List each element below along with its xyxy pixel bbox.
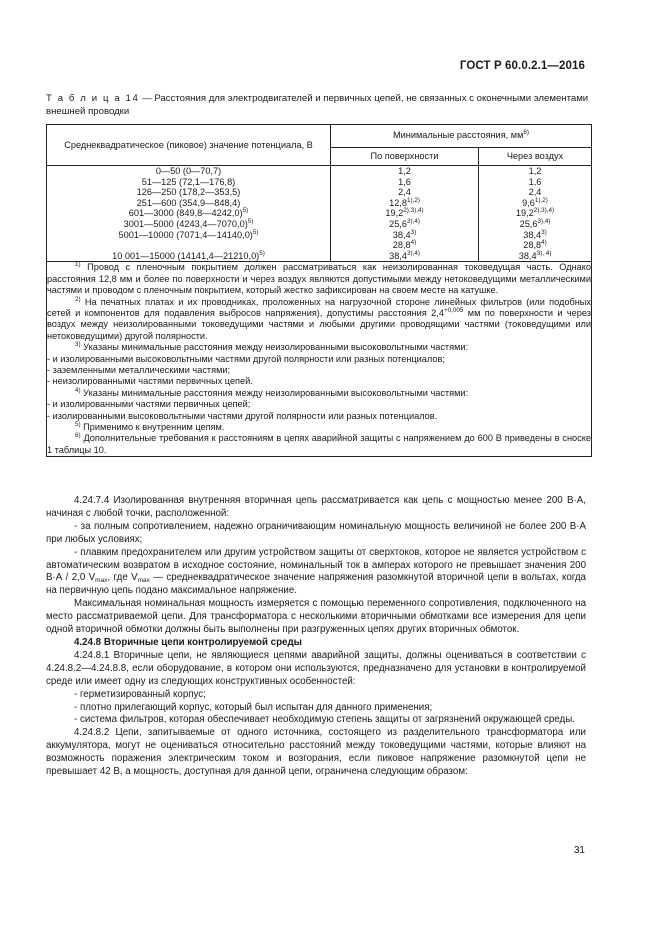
text-fragment: - плавким предохранителем или другим устройством защиты от сверхтоков, которое не является устройством с автоматическим возвратом в исходное состояние, номинальный ток в амперах которого не превышает значения 200 В·А / 2,0 V: [46, 546, 586, 584]
table-cell: [331, 177, 478, 188]
text-fragment: На печатных платах и их проводниках, проложенных на нагрузочной стороне линейных фильтров (или подобных сетей и компонентов для подавления выбросов напряжения), допустимы расстояния 2,4: [47, 296, 591, 318]
paragraph: 4.24.8.1 Вторичные цепи, не являющиеся цепями аварийной защиты, должны оцениваться в соответствии с 4.24.8.2—4.24.8.8, если оборудование, в котором они используются, предназначено для установки в контролируемой среде или имеет одну из следующих конструктивных особенностей:: [46, 649, 586, 687]
table-cell: [331, 240, 478, 251]
text-fragment: 2,4: [398, 187, 411, 198]
table-cell: [331, 230, 478, 241]
footnote-item: - и изолированными высоковольтными частями другой полярности или разных потенциалов;: [47, 353, 445, 364]
footnote-ref: 4): [541, 239, 547, 247]
table-cell: [479, 240, 591, 251]
table-cell: [331, 208, 478, 219]
table-cell: [331, 251, 478, 262]
paragraph: 4.24.7.4 Изолированная внутренняя вторичная цепь рассматривается как цепь с мощностью менее 200 В·А, начиная с любой точки, расположенной:: [46, 495, 586, 519]
text-fragment: 1,2: [398, 166, 411, 176]
text-fragment: 38,4: [392, 229, 411, 240]
text-fragment: 126—250 (178,2—353,5): [136, 187, 241, 198]
potential-column: [47, 166, 331, 262]
text-fragment: 2,4: [528, 187, 542, 198]
footnote-ref: +0,005: [443, 307, 464, 315]
text-fragment: 38,4: [389, 250, 407, 261]
footnote-ref: 5): [259, 249, 265, 257]
text-fragment: 38,4: [523, 229, 542, 240]
table-cell: [479, 177, 591, 188]
table-caption: [46, 92, 594, 118]
footnote-5: [47, 422, 591, 433]
paragraph: Максимальная номинальная мощность измеряется с помощью переменного сопротивления, подключенного на место рассматриваемой цепи. Для трансформатора с несколькими вторичными обмотками все измерения для цепи одной вторичной обмотки должны быть выполнены при разгруженных цепях других вторичных обмоток.: [46, 598, 586, 636]
footnote-ref: 5): [247, 218, 254, 226]
text-fragment: 5001—10000 (7071,4—14140,0): [118, 229, 253, 240]
footnote-item: - изолированными высоковольтными частями другой полярности или разных потенциалов.: [47, 410, 438, 421]
text-fragment: 0—50 (0—70,7): [155, 166, 222, 176]
text-fragment: Дополнительные требования к расстояниям в цепях аварийной защиты с напряжением до 600 В приведены в сноске 1 таблицы 10.: [47, 433, 591, 455]
footnote-ref: 3),4): [537, 218, 551, 226]
text-fragment: мм по поверхности и через воздух между неизолированными токоведущими частями и любыми другими проводящими частями (токоведущими или нетоковедущими) другой полярности.: [47, 307, 591, 341]
text-fragment: 25,6: [389, 218, 407, 229]
footnote-ref: 3),4): [406, 249, 420, 257]
list-item: - плотно прилегающий корпус, который был испытан для данного применения;: [74, 701, 433, 713]
table-body-row: [47, 166, 592, 262]
text-fragment: 12,8: [389, 197, 407, 208]
list-item: [46, 547, 586, 599]
table-cell: [47, 198, 330, 209]
text-fragment: 1,2: [528, 166, 542, 176]
footnote-ref: 5): [75, 421, 81, 429]
table-cell: [479, 230, 591, 241]
footnote-ref: 1),2): [406, 196, 420, 204]
footnote-2: [47, 297, 591, 343]
footnote-ref: 3): [541, 228, 547, 236]
text-fragment: 19,2: [515, 208, 534, 219]
footnote-4: [47, 388, 591, 399]
document-designation: ГОСТ Р 60.0.2.1—2016: [459, 60, 585, 72]
table-cell: [47, 208, 330, 219]
table-caption-text: — Расстояния для электродвигателей и первичных цепей, не связанных с оконечными элементами внешней проводки: [46, 93, 589, 117]
surface-column: [331, 166, 479, 262]
text-fragment: 1,6: [528, 176, 542, 187]
subscript: max: [95, 577, 108, 585]
text-fragment: 3001—5000 (4243,4—7070,0): [123, 218, 248, 229]
distances-table: [46, 124, 592, 457]
table-footnotes: [47, 262, 592, 457]
paragraph: 4.24.8.2 Цепи, запитываемые от одного источника, состоящего из разделительного трансформатора или аккумулятора, могут не оцениваться относительно расстояний между токоведущими частями, которые влияют на возможность поражения электрическим током и возгорания, если пиковое напряжение разомкнутой цепи не превышает 42 В, а мощность, доступная для данной цепи, ограничена следующим образом:: [46, 727, 586, 778]
footnote-1: [47, 262, 591, 296]
text-fragment: 10 001—15000 (14141,4—21210,0): [112, 250, 260, 261]
table-cell: [331, 219, 478, 230]
text-fragment: 1,6: [398, 176, 411, 187]
table-caption-label: Т а б л и ц а 14: [46, 93, 140, 104]
page-number: 31: [573, 845, 585, 856]
footnote-item: - неизолированными частями первичных цепей.: [47, 376, 253, 387]
footnote-item: - и изолированными частями первичных цепей;: [47, 399, 251, 410]
table-cell: [331, 187, 478, 198]
text-fragment: 51—125 (72,1—176,8): [141, 176, 236, 187]
text-fragment: Провод с пленочным покрытием должен рассматриваться как неизолированная токоведущая часть. Однако расстояния 12,8 мм и более по поверхности и через воздух являются допустимыми между нетоковедущими металлическими частями и проводом с пленочным покрытием, который жестко зафиксирован на своем месте на катушке.: [47, 262, 591, 296]
column-header-min-text: Минимальные расстояния, мм: [392, 130, 524, 141]
column-header-air: Через воздух: [479, 148, 592, 166]
column-header-potential: Среднеквадратическое (пиковое) значение потенциала, В: [47, 125, 331, 166]
text-fragment: 25,6: [519, 218, 538, 229]
text-fragment: 28,8: [523, 240, 542, 251]
air-column: [479, 166, 592, 262]
footnote-ref: 4): [410, 239, 417, 247]
column-header-surface: По поверхности: [331, 148, 479, 166]
footnote-ref: 1),2): [534, 196, 548, 204]
text-fragment: 251—600 (354,9—848,4): [136, 197, 241, 208]
footnote-3: [47, 342, 591, 353]
footnote-ref: 3): [410, 228, 417, 236]
text-fragment: — среднеквадратическое значение напряжения разомкнутой вторичной цепи в вольтах, когда на первичную цепь подано максимальное напряжение.: [46, 572, 586, 597]
text-fragment: Применимо к внутренним цепям.: [80, 422, 225, 433]
footnote-ref: 3): [75, 341, 81, 349]
text-fragment: 19,2: [385, 208, 404, 219]
footnote-ref: 2),3),4): [533, 207, 555, 215]
text-fragment: 9,6: [522, 197, 535, 208]
column-header-min-distances: [331, 125, 592, 148]
footnote-ref: 4): [75, 387, 81, 395]
table-cell: [331, 166, 478, 177]
text-fragment: Указаны минимальные расстояния между неизолированными высоковольтными частями:: [80, 342, 469, 353]
list-item: - за полным сопротивлением, надежно ограничивающим номинальную мощность величиной не более 200 В·А при любых условиях;: [46, 520, 586, 545]
table-cell: [479, 166, 591, 177]
footnote-ref: 3), 4): [536, 249, 552, 257]
footnote-ref: 5): [242, 207, 249, 215]
table-cell: [47, 166, 330, 177]
section-heading: 4.24.8 Вторичные цепи контролируемой среды: [74, 636, 302, 648]
footnote-ref: 6): [523, 129, 530, 137]
text-fragment: , где V: [107, 572, 138, 584]
footnote-ref: 2): [75, 295, 81, 303]
table-cell: [47, 240, 330, 251]
footnote-ref: 2),3),4): [403, 207, 424, 215]
list-item: - герметизированный корпус;: [74, 688, 206, 700]
subscript: max: [137, 577, 150, 585]
footnote-ref: 5): [252, 228, 259, 236]
table-cell: [47, 177, 330, 188]
footnote-6: [47, 433, 591, 456]
list-item: - система фильтров, которая обеспечивает необходимую степень защиты от загрязнений окружающей среды.: [74, 714, 575, 726]
body-text: [46, 495, 586, 779]
footnote-ref: 1): [75, 261, 81, 269]
table-cell: [47, 219, 330, 230]
footnote-item: - заземленными металлическими частями;: [47, 365, 231, 375]
footnote-ref: 3),4): [406, 218, 420, 226]
text-fragment: 601—3000 (849,8—4242,0): [128, 208, 243, 219]
table-cell: [47, 251, 330, 262]
text-fragment: Указаны минимальные расстояния между неизолированными высоковольтными частями:: [80, 387, 469, 398]
table-cell: [479, 208, 591, 219]
table-cell: [47, 230, 330, 241]
footnote-ref: 6): [75, 432, 81, 440]
text-fragment: 28,8: [392, 240, 411, 251]
table-cell: [47, 187, 330, 198]
table-cell: [479, 219, 591, 230]
text-fragment: 38,4: [518, 250, 537, 261]
table-cell: [479, 251, 591, 262]
